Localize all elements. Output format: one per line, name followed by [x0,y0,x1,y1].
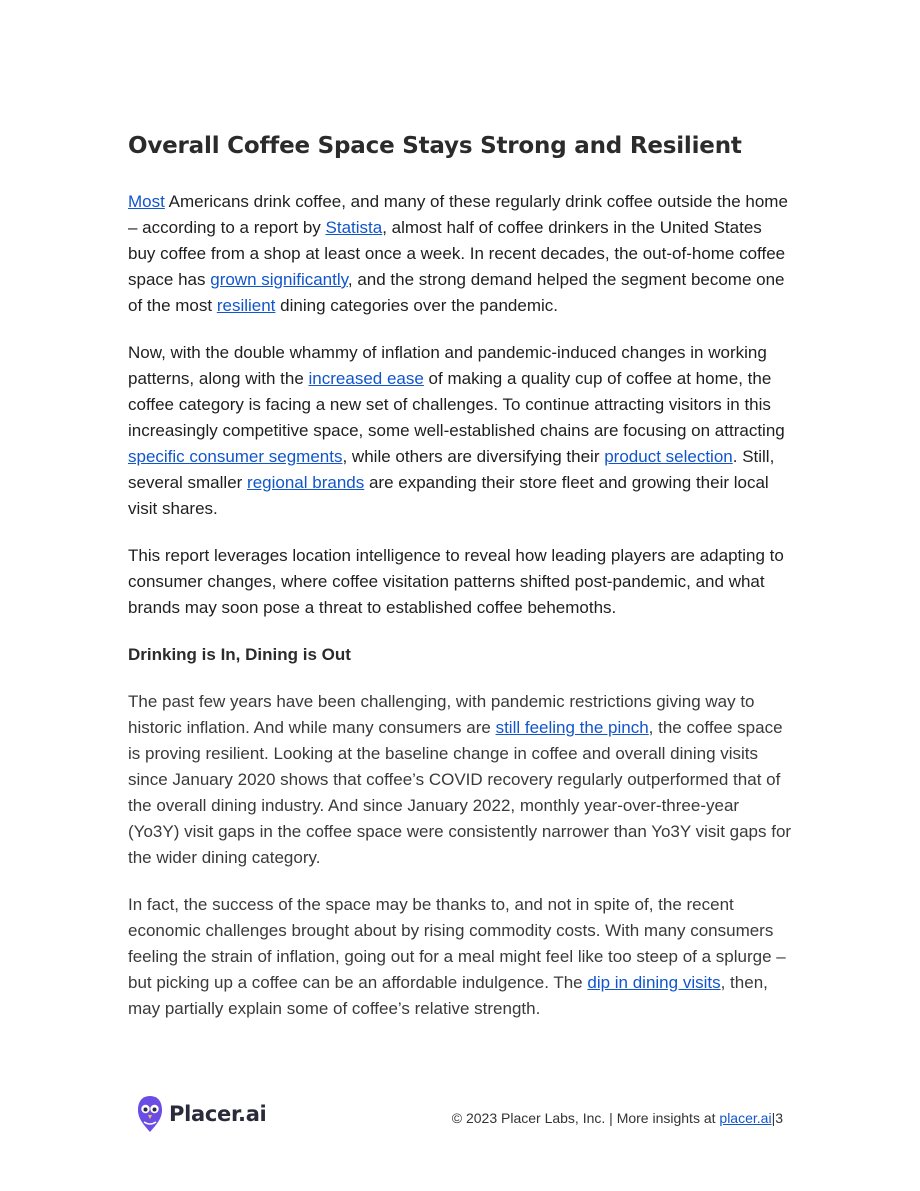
paragraph-report-summary: This report leverages location intelligence to reveal how leading players are adapting to consumer changes, where coffee visitation patterns shifted post-pandemic, and what brands may soon pose a threat to established coffee behemoths. [128,546,784,617]
link-increased-ease[interactable]: increased ease [308,369,424,388]
link-resilient[interactable]: resilient [216,296,276,315]
paragraph-challenges: Now, with the double whammy of inflation and pandemic-induced changes in working patterns, along with the increased ease of making a quality cup of coffee at home, the coffee category is facing a new set of challenges. To continue attracting visitors in this increasingly competitive space, some well-established chains are focusing on attracting specific consumer segments, while others are diversifying their product selection. Still, several smaller regional brands are expanding their store fleet and growing their local visit shares. [128,343,785,518]
link-product-selection[interactable]: product selection [604,447,733,466]
paragraph-resilience: The past few years have been challenging, with pandemic restrictions giving way to historic inflation. And while many consumers are still feeling the pinch, the coffee space is proving resilient. Looking at the baseline change in coffee and overall dining visits since January 2020 shows that coffee’s COVID recovery regularly outperformed that of the overall dining industry. And since January 2022, monthly year-over-three-year (Yo3Y) visit gaps in the coffee space were consistently narrower than Yo3Y visit gaps for the wider dining category. [128,692,792,867]
link-most[interactable]: Most [128,192,165,211]
link-placer-site[interactable]: placer.ai [719,1110,772,1126]
footer-copyright: © 2023 Placer Labs, Inc. | More insights at placer.ai|3 [451,1110,783,1126]
paragraph-intro: Most Americans drink coffee, and many of these regularly drink coffee outside the home – according to a report by Statista, almost half of coffee drinkers in the United States buy coffee from a shop at least once a week. In recent decades, the out-of-home coffee space has grown significantly, and the strong demand helped the segment become one of the most resilient dining categories over the pandemic. [128,192,788,315]
footer-logo [137,1094,266,1134]
link-grown-significantly[interactable]: grown significantly [210,270,348,289]
page-number: 3 [775,1110,783,1126]
link-consumer-segments[interactable]: specific consumer segments [128,447,343,466]
page-title: Overall Coffee Space Stays Strong and Resilient [128,133,742,159]
paragraph-inflation: In fact, the success of the space may be thanks to, and not in spite of, the recent economic challenges brought about by rising commodity costs. With many consumers feeling the strain of inflation, going out for a meal might feel like too steep of a splurge – but picking up a coffee can be an affordable indulgence. The dip in dining visits, then, may partially explain some of coffee’s relative strength. [128,895,786,1018]
placer-owl-logo-icon [137,1095,163,1133]
link-regional-brands[interactable]: regional brands [247,473,365,492]
document-page [128,128,792,1043]
link-dip-in-dining[interactable]: dip in dining visits [587,973,721,992]
logo-wordmark: Placer.ai [169,1102,267,1126]
link-still-feeling-pinch[interactable]: still feeling the pinch [495,718,649,737]
link-statista[interactable]: Statista [325,218,383,237]
section-subheading: Drinking is In, Dining is Out [128,645,351,664]
